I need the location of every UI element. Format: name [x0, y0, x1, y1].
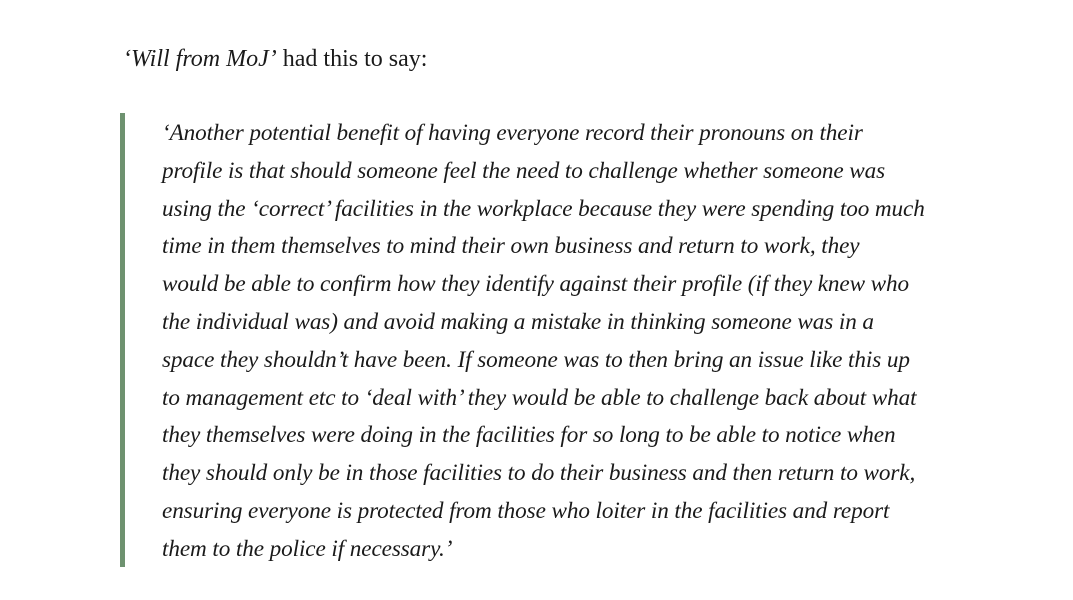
- quote-line: space they shouldn’t have been. If someone was to then bring an issue like this up: [162, 346, 910, 373]
- blockquote: [120, 113, 960, 567]
- quote-line: would be able to confirm how they identify against their profile (if they knew who: [162, 271, 910, 298]
- quote-line: to management etc to ‘deal with’ they would be able to challenge back about what: [162, 384, 917, 411]
- quote-line: they should only be in those facilities to do their business and then return to work,: [162, 460, 916, 487]
- quote-line: the individual was) and avoid making a mistake in thinking someone was in a: [162, 308, 874, 335]
- intro-paragraph: [123, 40, 427, 78]
- quote-line: ensuring everyone is protected from those who loiter in the facilities and report: [162, 497, 890, 524]
- quote-line: they themselves were doing in the facilities for so long to be able to notice when: [162, 422, 896, 449]
- quote-line: profile is that should someone feel the need to challenge whether someone was: [162, 157, 886, 184]
- quote-line: them to the police if necessary.’: [162, 535, 453, 562]
- intro-text: had this to say:: [276, 46, 428, 72]
- quote-line: using the ‘correct’ facilities in the workplace because they were spending too much: [162, 195, 925, 222]
- quote-line: ‘Another potential benefit of having everyone record their pronouns on their: [162, 120, 863, 146]
- speaker-name: ‘Will from MoJ’: [123, 46, 277, 72]
- quote-line: time in them themselves to mind their own business and return to work, they: [162, 233, 860, 260]
- quote-text: [162, 113, 960, 569]
